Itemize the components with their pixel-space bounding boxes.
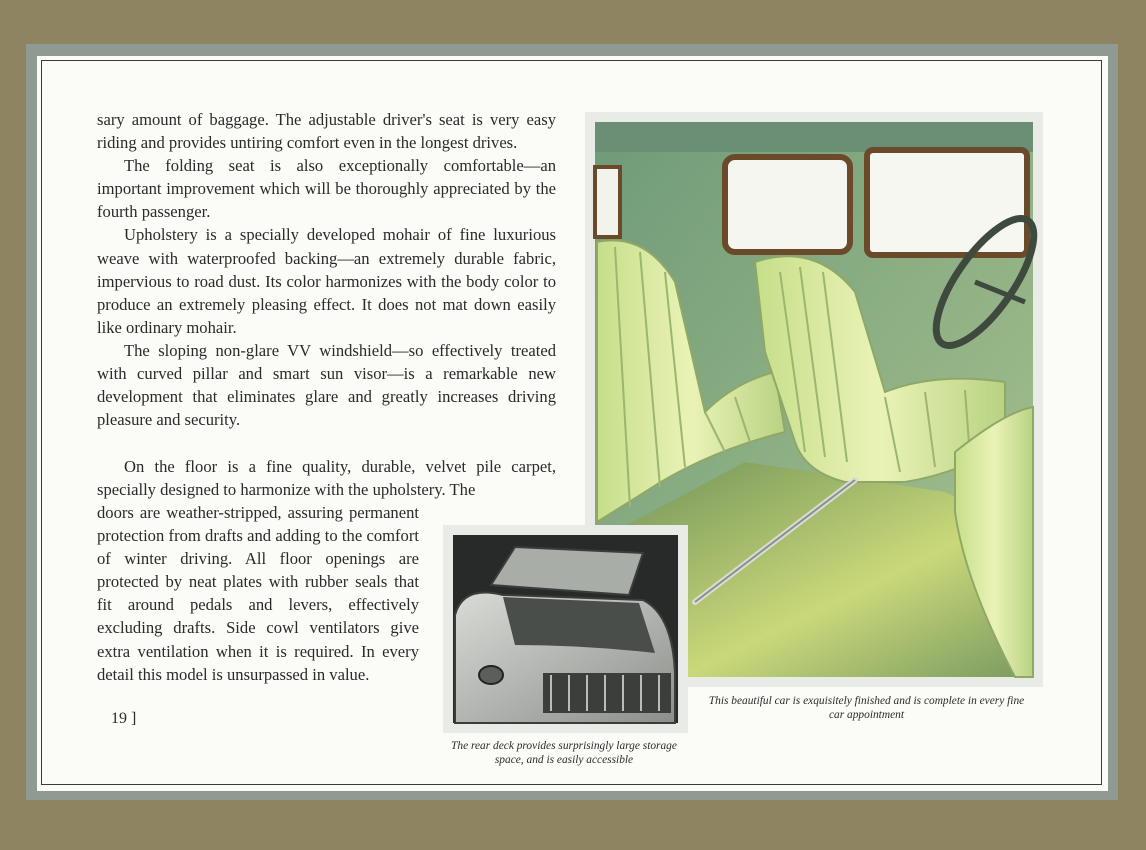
paragraph-3: Upholstery is a specially developed mohair of fine luxurious weave with waterproofed backing—an extremely durable fabric, impervious to road dust. Its color harmonizes with the body color to produce an extremely pleasing effect. It does not mat down easily like ordinary mohair. (97, 225, 556, 337)
paragraph-5-head: On the floor is a fine quality, durable, velvet pile carpet, specially designed to harmonize with the upholstery. The (97, 457, 556, 500)
paragraph-4: The sloping non-glare VV windshield—so effectively treated with curved pillar and smart sun visor—is a remarkable new development that eliminates glare and greatly increases driving pleasure and security. (97, 340, 556, 430)
paragraph-2: The folding seat is also exceptionally comfortable—an important improvement which will be thoroughly appreciated by the fourth passenger. (97, 156, 556, 222)
trunk-illustration (443, 525, 688, 733)
floor-paragraph-wrap: doors are weather-stripped, assuring permanent protection from drafts and adding to the comfort of winter driving. All floor openings are protected by neat plates with rubber seals that fit around pedals and levers, effectively excluding drafts. Side cowl ventilators give extra ventilation when it is required. In every detail this model is unsurpassed in value. (97, 503, 419, 684)
body-text (97, 108, 556, 431)
trunk-caption: The rear deck provides surprisingly large storage space, and is easily accessible (451, 740, 677, 766)
floor-paragraph-head (97, 455, 556, 501)
interior-caption: This beautiful car is exquisitely finished and is complete in every fine car appointment (708, 695, 1025, 721)
paragraph-1: sary amount of baggage. The adjustable driver's seat is very easy riding and provides untiring comfort even in the longest drives. (97, 110, 556, 153)
trunk-image (443, 525, 688, 733)
page-number: 19 ] (111, 710, 137, 727)
